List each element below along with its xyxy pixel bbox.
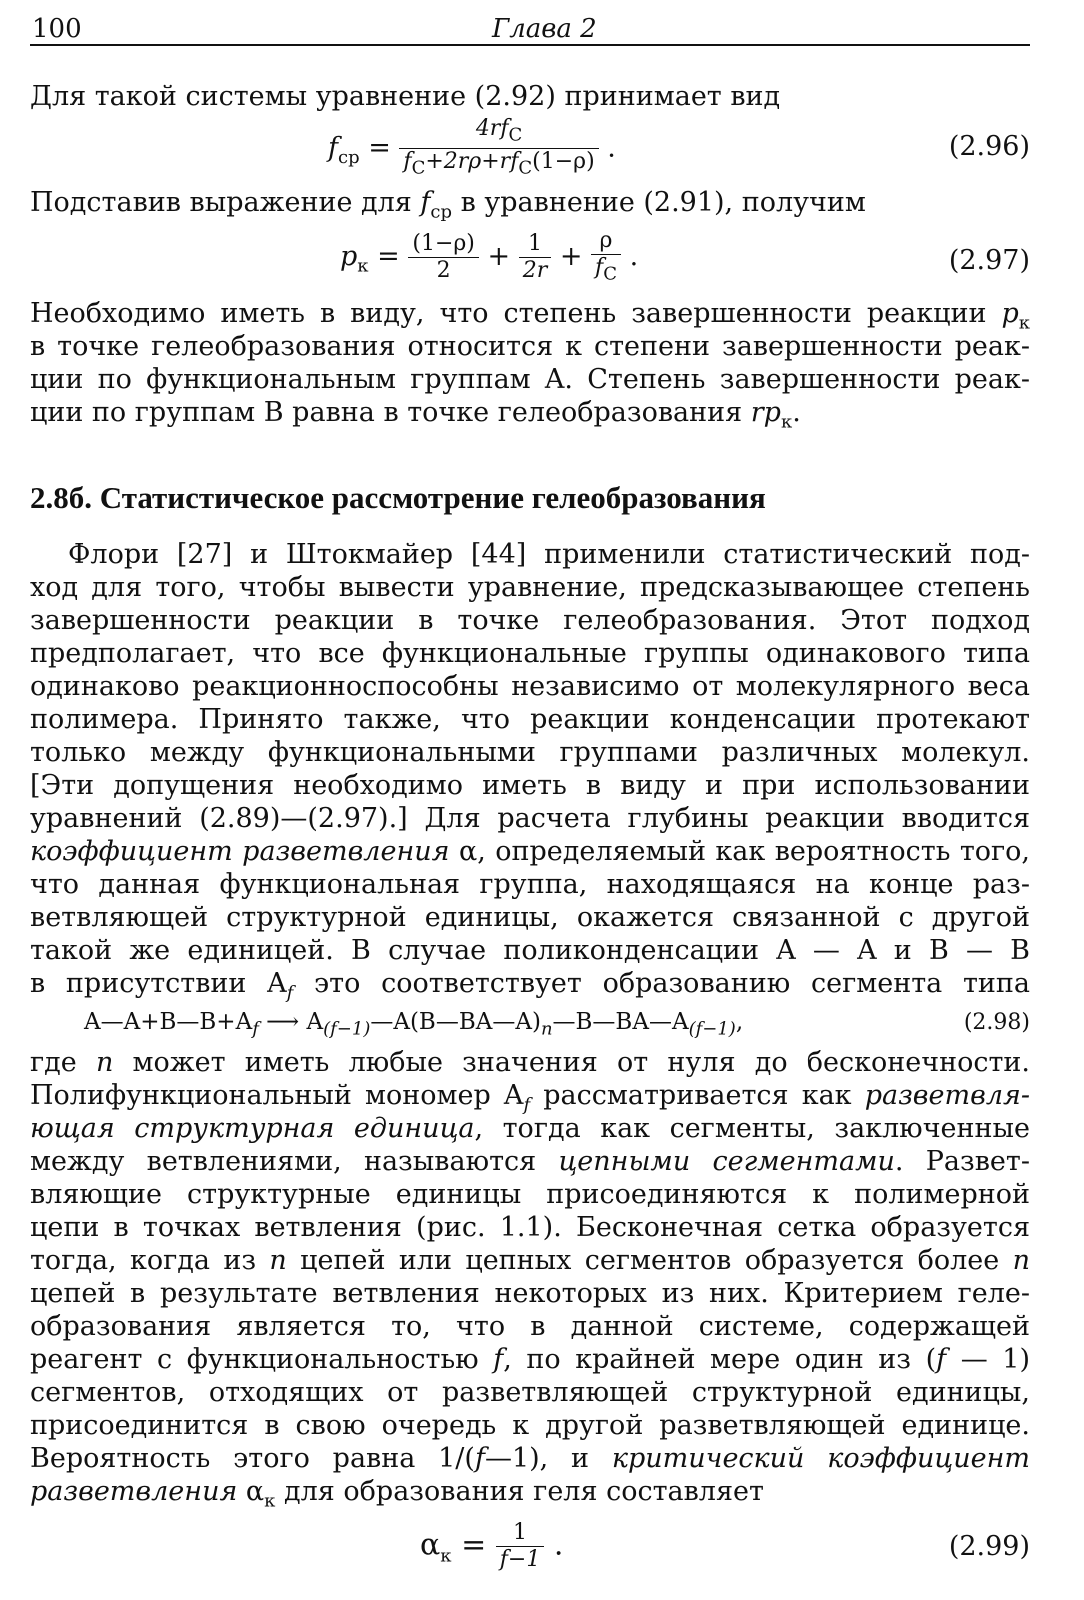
equation-2-96: $f_{ср}$ = $\frac{4rf_C}{f_C+2r\rho+rf_C(1-\rho)}$ . <box>328 116 616 182</box>
para5-line: Полифункциональный мономер $A_f$ рассматривается как разветвля- <box>30 1080 1031 1116</box>
equation-number: (2.99) <box>948 1531 1030 1562</box>
para3-line: ции по группам B равна в точке гелеобразования $rp_к$. <box>30 397 801 433</box>
para5-line: цепей в результате ветвления некоторых из них. Критерием геле- <box>30 1278 1030 1309</box>
para1-line: Для такой системы уравнение (2.92) принимает вид <box>30 81 781 112</box>
para5-line: разветвления $\alpha_к$ для образования геля составляет <box>30 1476 764 1512</box>
page-number: 100 <box>32 14 82 44</box>
equation-2-98: $A—A+B—B+A_f$ ⟶ $A_{(f-1)}—A(B—BA—A)_n—B—BA—A_{(f-1)}$, <box>84 1009 744 1040</box>
para5-line: образования является то, что в данной системе, содержащей <box>30 1311 1030 1342</box>
para4-line: ход для того, чтобы вывести уравнение, предсказывающее степень <box>30 572 1030 603</box>
para5-line: вляющие структурные единицы присоединяются к полимерной <box>30 1179 1030 1210</box>
para5-line: между ветвлениями, называются цепными сегментами. Развет- <box>30 1146 1030 1177</box>
para5-line: присоединится в свою очередь к другой разветвляющей единице. <box>30 1410 1030 1441</box>
para4-line: что данная функциональная группа, находящаяся на конце раз- <box>30 869 1030 900</box>
running-title: Глава 2 <box>492 14 597 44</box>
para3-line: Необходимо иметь в виду, что степень завершенности реакции $p_к$ <box>30 298 1030 334</box>
section-heading: 2.8б. Статистическое рассмотрение гелеобразования <box>30 480 766 515</box>
para5-line: Вероятность этого равна 1/(f—1), и критический коэффициент <box>30 1443 1030 1474</box>
equation-2-99: $\alpha_к$ = $\frac{1}{f-1}$ . <box>420 1520 564 1572</box>
para4-line: в присутствии $A_f$ это соответствует образованию сегмента типа <box>30 968 1030 1004</box>
fraction: $\frac{4rf_C}{f_C+2r\rho+rf_C(1-\rho)}$ <box>399 116 598 182</box>
para5-line: ющая структурная единица, тогда как сегменты, заключенные <box>30 1113 1030 1144</box>
equation-2-97: $p_к$ = $\frac{(1-\rho)}{2}$ + $\frac{1}{2r}$ + $\frac{\rho}{f_C}$ . <box>340 228 639 285</box>
page-header <box>30 10 1030 46</box>
para5-line: где n может иметь любые значения от нуля до бесконечности. <box>30 1047 1030 1078</box>
para2-line: Подставив выражение для $f_{ср}$ в уравнение (2.91), получим <box>30 187 866 223</box>
equation-number: (2.98) <box>963 1010 1030 1035</box>
para4-line: Флори [27] и Штокмайер [44] применили статистический под- <box>68 539 1030 570</box>
para4-line: уравнений (2.89)—(2.97).] Для расчета глубины реакции вводится <box>30 803 1030 834</box>
para5-line: сегментов, отходящих от разветвляющей структурной единицы, <box>30 1377 1030 1408</box>
para5-line: реагент с функциональностью f, по крайней мере один из (f — 1) <box>30 1344 1030 1375</box>
equation-number: (2.97) <box>948 245 1030 276</box>
para4-line: [Эти допущения необходимо иметь в виду и при использовании <box>30 770 1030 801</box>
para4-line: такой же единицей. В случае поликонденсации A — A и B — B <box>30 935 1030 966</box>
para4-line: одинаково реакционноспособны независимо от молекулярного веса <box>30 671 1030 702</box>
para3-line: ции по функциональным группам A. Степень завершенности реак- <box>30 364 1030 395</box>
para4-line: ветвляющей структурной единицы, окажется связанной с другой <box>30 902 1030 933</box>
para5-line: цепи в точках ветвления (рис. 1.1). Бесконечная сетка образуется <box>30 1212 1030 1243</box>
para4-line: завершенности реакции в точке гелеобразования. Этот подход <box>30 605 1030 636</box>
para4-line: коэффициент разветвления α, определяемый как вероятность того, <box>30 836 1031 867</box>
para4-line: только между функциональными группами различных молекул. <box>30 737 1030 768</box>
equation-number: (2.96) <box>948 131 1030 162</box>
para3-line: в точке гелеобразования относится к степени завершенности реак- <box>30 331 1030 362</box>
para4-line: полимера. Принято также, что реакции конденсации протекают <box>30 704 1030 735</box>
para5-line: тогда, когда из n цепей или цепных сегментов образуется более n <box>30 1245 1030 1276</box>
para4-line: предполагает, что все функциональные группы одинакового типа <box>30 638 1030 669</box>
